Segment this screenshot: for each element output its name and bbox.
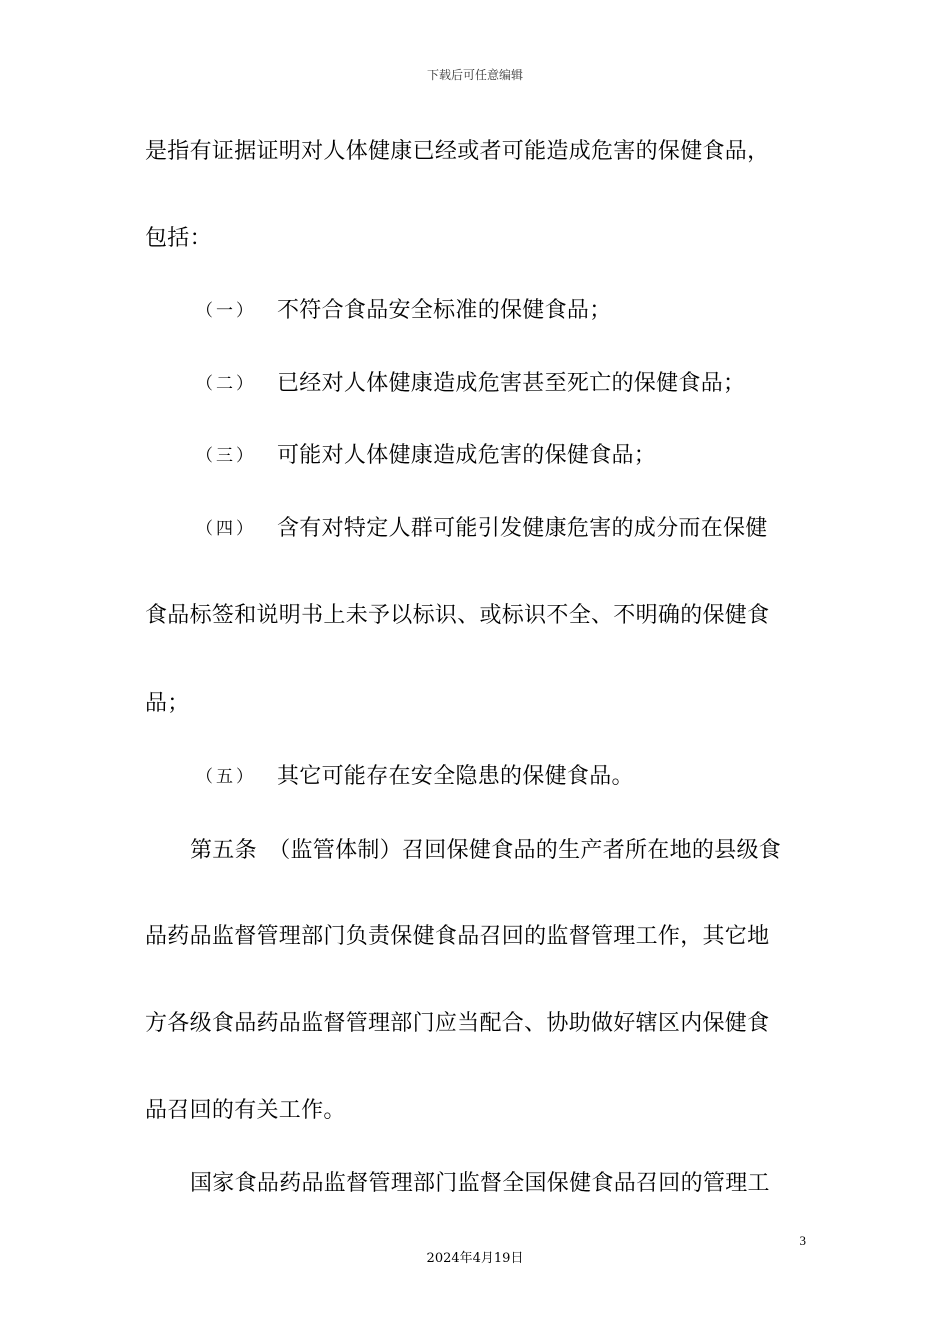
body-line-2: 包括： — [145, 226, 212, 251]
item-4-continuation-1: 食品标签和说明书上未予以标识、或标识不全、不明确的保健食 — [145, 603, 770, 628]
item-2-text: 已经对人体健康造成危害甚至死亡的保健食品； — [277, 371, 746, 396]
item-3-marker: （三） — [196, 446, 256, 466]
article-5-line-1: 第五条 （监管体制）召回保健食品的生产者所在地的县级食 — [190, 838, 782, 863]
item-5-marker: （五） — [196, 767, 256, 787]
page-number: 3 — [799, 1233, 806, 1248]
article-5-line-2: 品药品监督管理部门负责保健食品召回的监督管理工作，其它地 — [145, 924, 770, 949]
body-last-line: 国家食品药品监督管理部门监督全国保健食品召回的管理工 — [190, 1171, 770, 1196]
page-header: 下载后可任意编辑 — [426, 68, 523, 82]
article-5-line-3: 方各级食品药品监督管理部门应当配合、协助做好辖区内保健食 — [145, 1011, 770, 1036]
body-line-1: 是指有证据证明对人体健康已经或者可能造成危害的保健食品， — [145, 139, 770, 164]
item-2-marker: （二） — [196, 374, 256, 394]
page-footer-date: 2024年4月19日 — [426, 1251, 524, 1266]
item-1-marker: （一） — [196, 301, 256, 321]
item-4-continuation-2: 品； — [145, 691, 190, 716]
item-1-text: 不符合食品安全标准的保健食品； — [277, 298, 612, 323]
item-4-text: 含有对特定人群可能引发健康危害的成分而在保健 — [277, 516, 768, 541]
article-5-line-4: 品召回的有关工作。 — [145, 1098, 346, 1123]
item-3-text: 可能对人体健康造成危害的保健食品； — [277, 443, 657, 468]
item-5-text: 其它可能存在安全隐患的保健食品。 — [277, 764, 634, 789]
item-4-marker: （四） — [196, 519, 256, 539]
